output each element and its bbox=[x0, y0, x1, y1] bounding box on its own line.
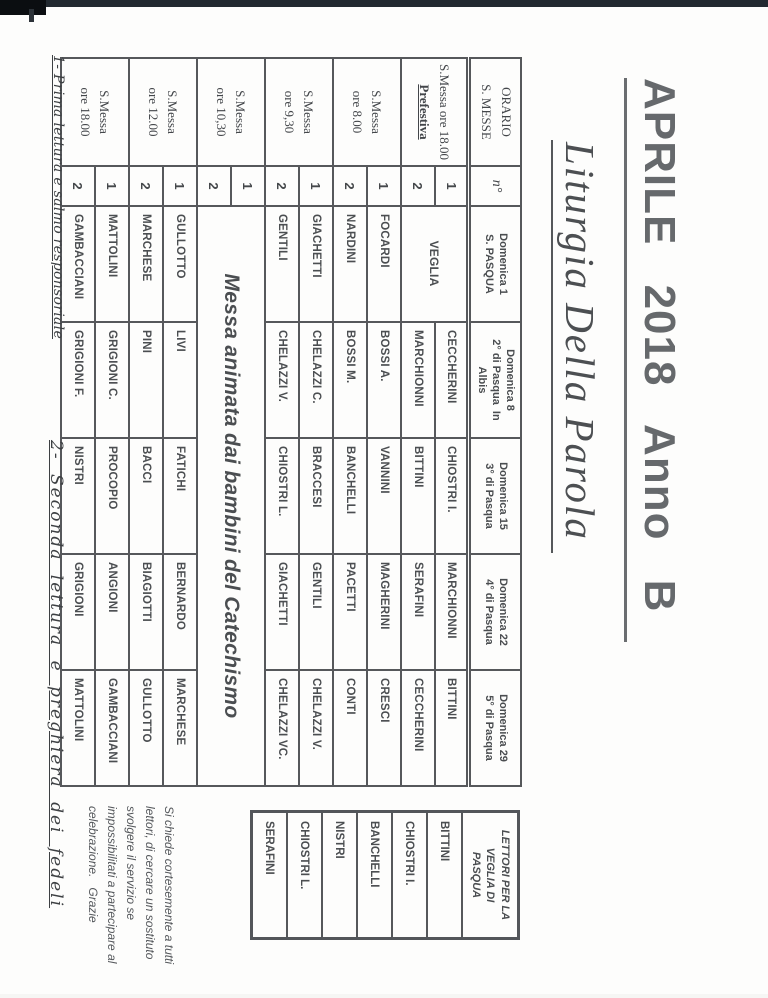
reader-name-cell: CHIOSTRI L. bbox=[265, 438, 299, 554]
vigil-readers-header: LETTORI PER LA VEGLIA DI PASQUA bbox=[462, 812, 519, 939]
reader-name-cell: NISTRI bbox=[61, 438, 95, 554]
reader-name-cell: BOSSI A. bbox=[367, 322, 401, 438]
table-row bbox=[299, 58, 333, 786]
reader-number: 2 bbox=[197, 166, 231, 206]
reader-name-cell: CHELAZZI V. bbox=[265, 322, 299, 438]
catechism-mass-note: Messa animata dai bambini del Catechismo bbox=[197, 206, 265, 786]
reader-name-cell: NARDINI bbox=[333, 206, 367, 322]
page-title: APRILE 2018 Anno B bbox=[624, 78, 684, 642]
reader-name-cell: GULLOTTO bbox=[129, 670, 163, 786]
courtesy-note-line: impossibilitati a partecipare al bbox=[105, 806, 119, 964]
reader-name-cell: PACETTI bbox=[333, 554, 367, 670]
courtesy-note-line: svolgere il servizio se bbox=[124, 806, 138, 921]
orario-header-line1: ORARIO bbox=[498, 87, 514, 137]
column-header-domenica-22: Domenica 22 4° di Pasqua bbox=[469, 554, 521, 670]
reader-name-cell: ANGIONI bbox=[95, 554, 129, 670]
reader-name-cell: BIAGIOTTI bbox=[129, 554, 163, 670]
table-header-row bbox=[469, 58, 521, 786]
reader-number: 1 bbox=[95, 166, 129, 206]
reader-name-cell: GRIGIONI F. bbox=[61, 322, 95, 438]
page-subtitle: Liturgia Della Parola bbox=[551, 140, 604, 553]
table-row bbox=[367, 58, 401, 786]
reader-name-cell: FATICHI bbox=[163, 438, 197, 554]
reader-name-cell: BITTINI bbox=[435, 670, 469, 786]
reader-number: 2 bbox=[61, 166, 95, 206]
footnote-1: 1- Prima lettura e salmo responsoriale bbox=[50, 55, 66, 340]
liturgy-schedule-table bbox=[60, 57, 522, 787]
reader-name-cell: BANCHELLI bbox=[333, 438, 367, 554]
mass-time-label-0930: S.Messa ore 9,30 bbox=[265, 58, 333, 166]
reader-number: 2 bbox=[401, 166, 435, 206]
courtesy-note-line: celebrazione. Grazie bbox=[86, 806, 100, 923]
mass-time-label-0800: S.Messa ore 8.00 bbox=[333, 58, 401, 166]
reader-name-cell: GRIGIONI C. bbox=[95, 322, 129, 438]
courtesy-note-line: Si chiede cortesemente a tutti bbox=[162, 806, 176, 965]
reader-name-cell: CECCHERINI bbox=[435, 322, 469, 438]
reader-name-cell: BITTINI bbox=[401, 438, 435, 554]
reader-name-cell: MARCHIONNI bbox=[435, 554, 469, 670]
courtesy-note bbox=[83, 806, 178, 998]
table-row bbox=[95, 58, 129, 786]
reader-name-cell: PROCOPIO bbox=[95, 438, 129, 554]
reader-name-cell: GIACHETTI bbox=[265, 554, 299, 670]
column-header-domenica-29: Domenica 29 5° di Pasqua bbox=[469, 670, 521, 786]
table-row bbox=[333, 58, 367, 786]
reader-name-cell: CHELAZZI VC. bbox=[265, 670, 299, 786]
column-header-domenica-1: Domenica 1 S. PASQUA bbox=[469, 206, 521, 322]
scan-corner-artifact bbox=[0, 0, 46, 15]
reader-name-cell: MATTOLINI bbox=[61, 670, 95, 786]
reader-name-cell: PINI bbox=[129, 322, 163, 438]
scan-tick-artifact bbox=[29, 9, 34, 22]
reader-number: 2 bbox=[129, 166, 163, 206]
reader-name-cell: CRESCI bbox=[367, 670, 401, 786]
mass-time-label-1030: S.Messa ore 10,30 bbox=[197, 58, 265, 166]
reader-name-cell: VANNINI bbox=[367, 438, 401, 554]
reader-name-cell: LIVI bbox=[163, 322, 197, 438]
reader-name-cell: BRACCESI bbox=[299, 438, 333, 554]
number-column-header: n° bbox=[469, 166, 521, 206]
reader-name-cell: MARCHESE bbox=[163, 670, 197, 786]
reader-name-cell: GAMBACCIANI bbox=[61, 206, 95, 322]
footnote-2: 2- Seconda lettura e preghiera dei fedeli bbox=[46, 440, 66, 909]
table-row bbox=[401, 58, 435, 786]
reader-name-cell: GIACHETTI bbox=[299, 206, 333, 322]
reader-name-cell: CECCHERINI bbox=[401, 670, 435, 786]
reader-name-cell: VEGLIA bbox=[401, 206, 469, 322]
vigil-reader-name: SERAFINI bbox=[252, 812, 288, 939]
reader-name-cell: GENTILI bbox=[265, 206, 299, 322]
reader-number: 2 bbox=[265, 166, 299, 206]
reader-name-cell: FOCARDI bbox=[367, 206, 401, 322]
reader-name-cell: CONTI bbox=[333, 670, 367, 786]
courtesy-note-line: lettori, di cercare un sostituto bbox=[143, 806, 157, 960]
reader-name-cell: MAGHERINI bbox=[367, 554, 401, 670]
orario-header bbox=[469, 58, 521, 166]
vigil-reader-name: BANCHELLI bbox=[357, 812, 392, 939]
mass-time-label-1200: S.Messa ore 12.00 bbox=[129, 58, 197, 166]
orario-header-line2: S. MESSE bbox=[478, 84, 494, 140]
reader-name-cell: CHELAZZI C. bbox=[299, 322, 333, 438]
reader-name-cell: GAMBACCIANI bbox=[95, 670, 129, 786]
table-row bbox=[163, 58, 197, 786]
reader-number: 2 bbox=[333, 166, 367, 206]
reader-name-cell: CHIOSTRI I. bbox=[435, 438, 469, 554]
vigil-reader-name: NISTRI bbox=[322, 812, 357, 939]
reader-name-cell: MARCHIONNI bbox=[401, 322, 435, 438]
mass-time-label-prefestiva: S.Messa ore 18.00 Prefestiva bbox=[401, 58, 469, 166]
table-row bbox=[61, 58, 95, 786]
table-row bbox=[435, 58, 469, 786]
vigil-reader-name: CHIOSTRI I. bbox=[392, 812, 427, 939]
vigil-reader-name: CHIOSTRI L. bbox=[287, 812, 322, 939]
reader-name-cell: BERNARDO bbox=[163, 554, 197, 670]
reader-name-cell: MARCHESE bbox=[129, 206, 163, 322]
reader-name-cell: CHELAZZI V. bbox=[299, 670, 333, 786]
table-row bbox=[231, 58, 265, 786]
reader-number: 1 bbox=[231, 166, 265, 206]
reader-name-cell: MATTOLINI bbox=[95, 206, 129, 322]
reader-number: 1 bbox=[299, 166, 333, 206]
reader-name-cell: BACCI bbox=[129, 438, 163, 554]
reader-name-cell: GRIGIONI bbox=[61, 554, 95, 670]
column-header-domenica-15: Domenica 15 3° di Pasqua bbox=[469, 438, 521, 554]
reader-number: 1 bbox=[435, 166, 469, 206]
column-header-domenica-8: Domenica 8 2° di Pasqua In Albis bbox=[469, 322, 521, 438]
reader-name-cell: SERAFINI bbox=[401, 554, 435, 670]
mass-time-label-1800: S.Messa ore 18.00 bbox=[61, 58, 129, 166]
vigil-reader-name: BITTINI bbox=[427, 812, 462, 939]
vigil-readers-table bbox=[250, 810, 520, 940]
reader-number: 1 bbox=[367, 166, 401, 206]
table-row bbox=[129, 58, 163, 786]
reader-name-cell: GENTILI bbox=[299, 554, 333, 670]
scan-edge-artifact bbox=[0, 0, 768, 7]
table-row bbox=[265, 58, 299, 786]
reader-number: 1 bbox=[163, 166, 197, 206]
reader-name-cell: GULLOTTO bbox=[163, 206, 197, 322]
reader-name-cell: BOSSI M. bbox=[333, 322, 367, 438]
